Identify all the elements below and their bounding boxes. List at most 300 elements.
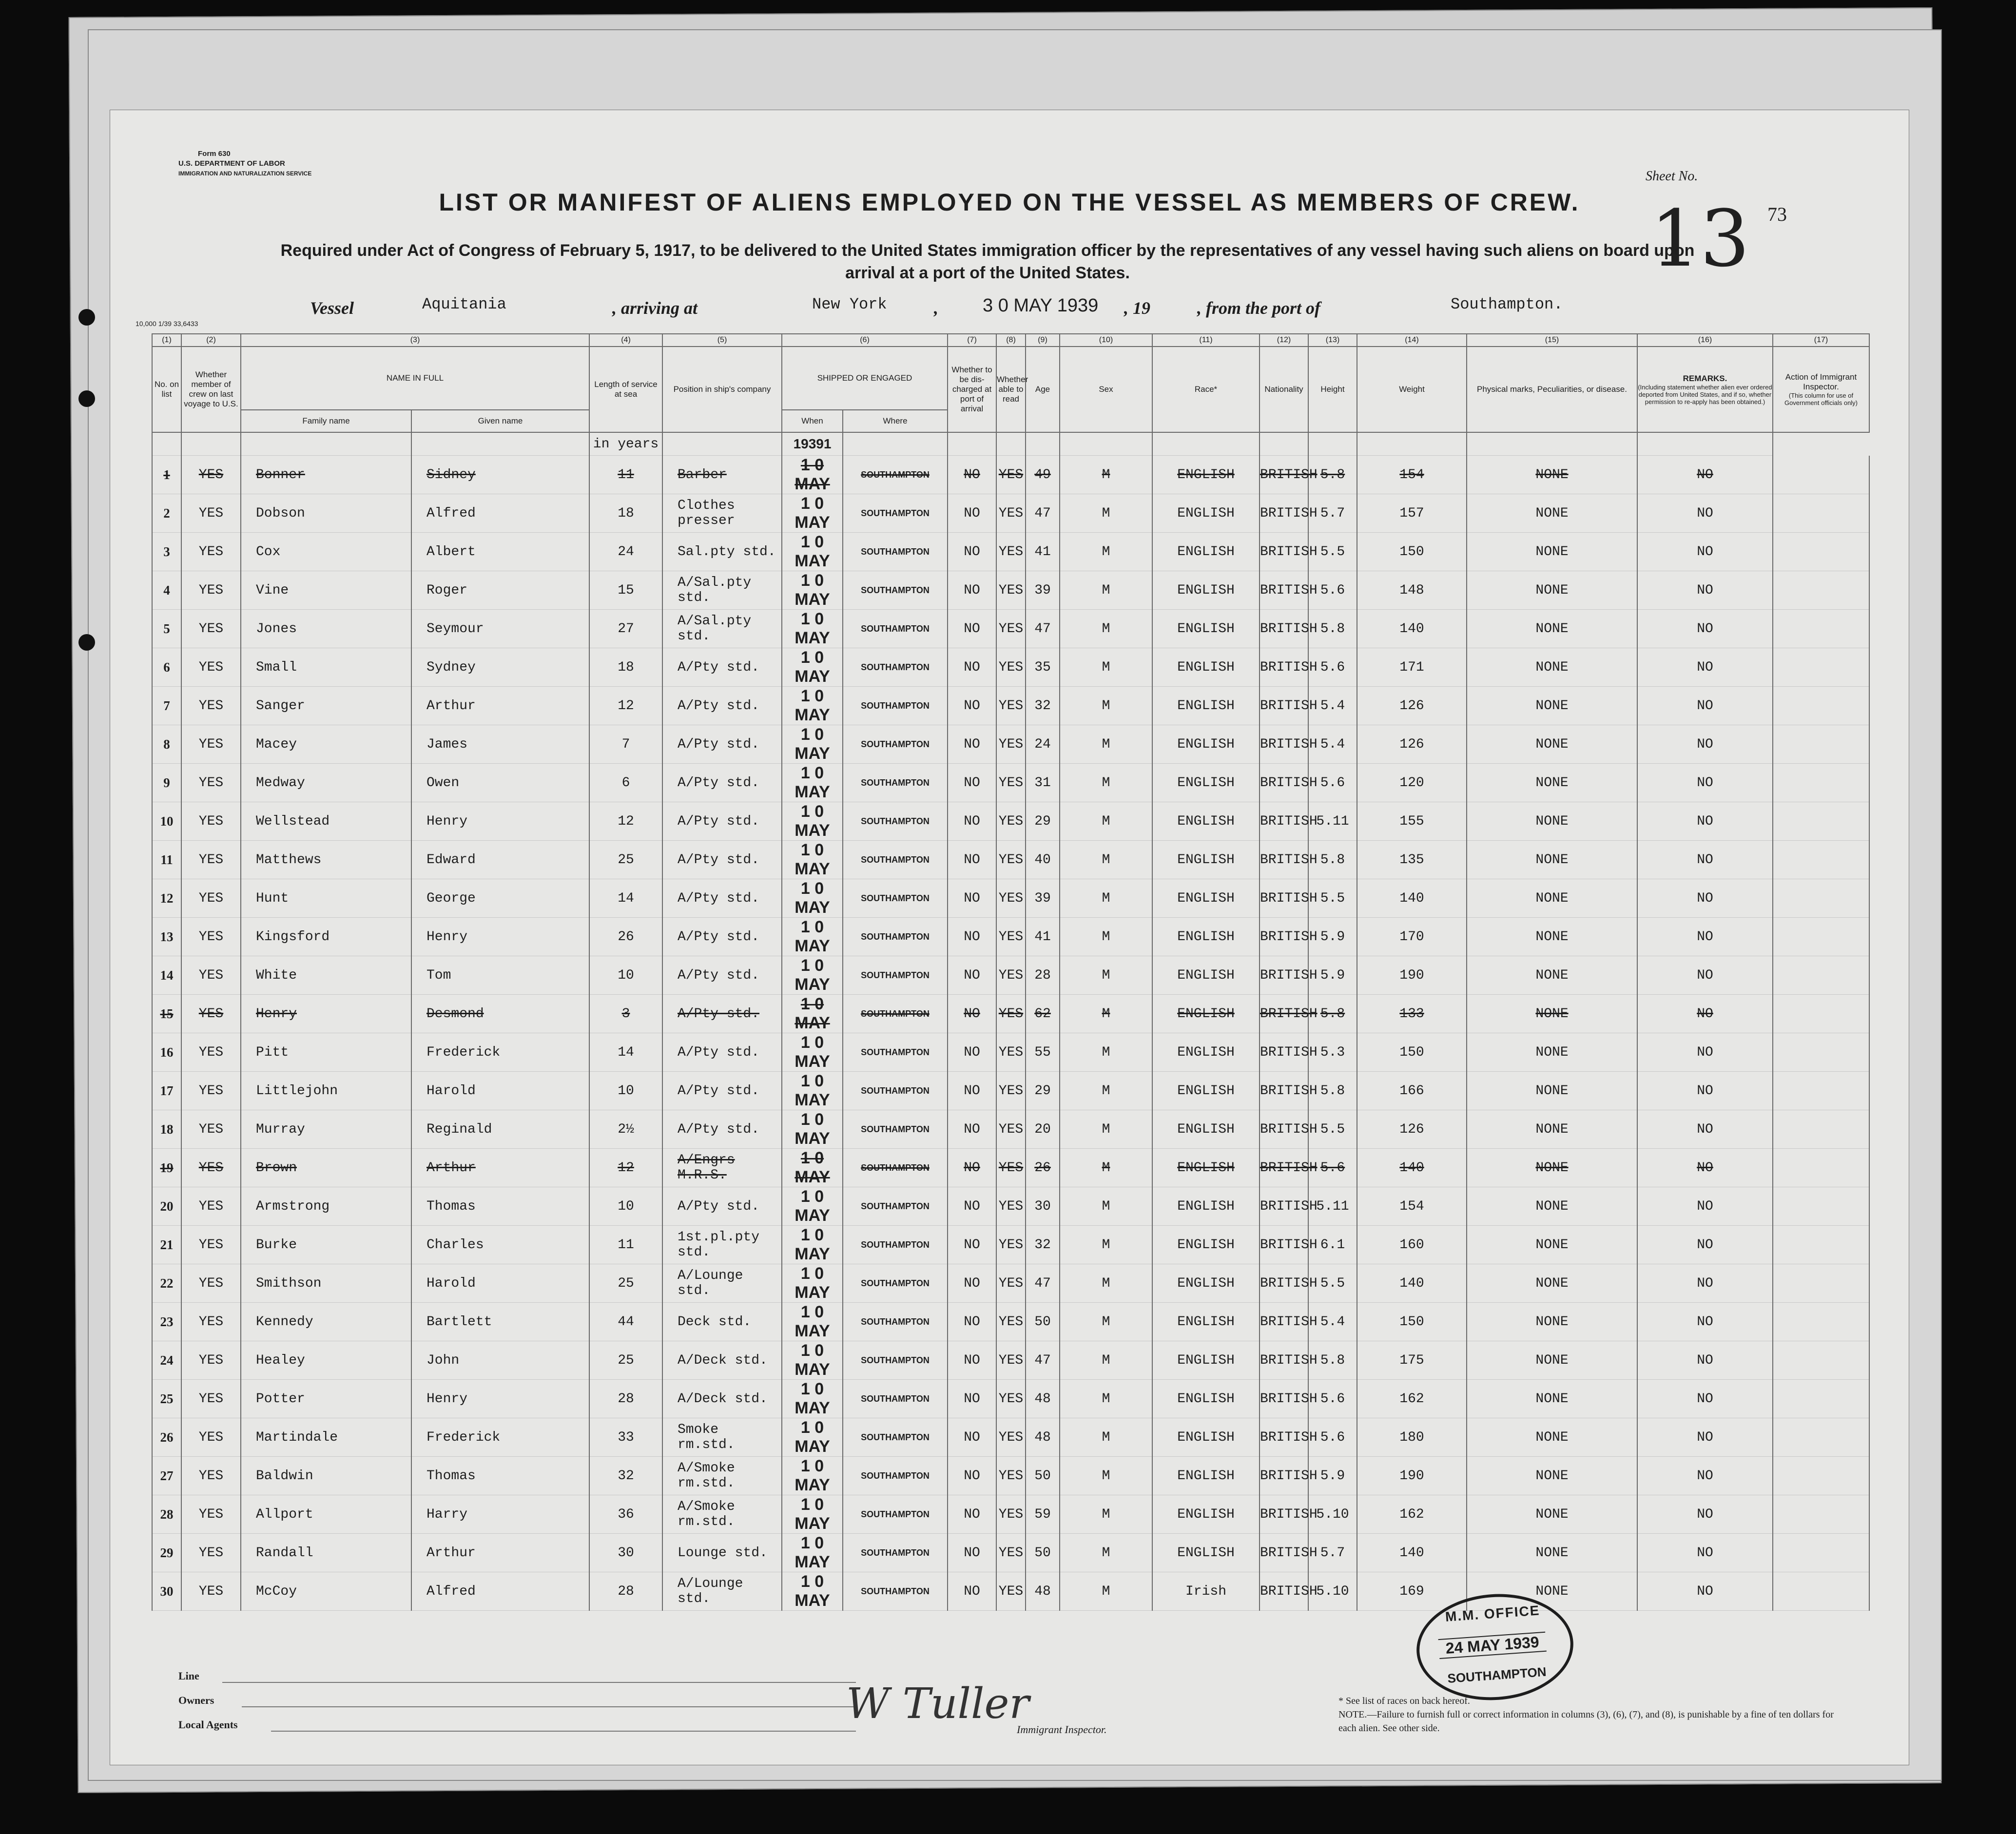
colnum: (4) [589,334,662,347]
cell-where: SOUTHAMPTON [843,802,948,841]
cell-remarks: NO [1637,1033,1773,1072]
cell-where: SOUTHAMPTON [843,995,948,1033]
cell-crew: YES [181,1187,241,1226]
cell-age: 50 [1026,1534,1060,1572]
cell-position: A/Lounge std. [662,1572,782,1611]
cell-action [1773,1303,1869,1341]
cell-age: 30 [1026,1187,1060,1226]
cell-marks: NONE [1467,1418,1637,1457]
cell-crew: YES [181,494,241,533]
line-label: Line [178,1670,199,1682]
cell-marks: NONE [1467,1187,1637,1226]
cell-read: YES [996,1110,1026,1149]
cell-sex: M [1060,1341,1152,1380]
stamp-bottom: SOUTHAMPTON [1447,1664,1547,1686]
cell-marks: NONE [1467,1264,1637,1303]
cell-no: 17 [152,1072,181,1110]
table-row [152,879,1869,918]
table-row [152,1072,1869,1110]
table-row [152,1264,1869,1303]
cell-years: 6 [589,764,662,802]
vessel-label: Vessel [310,298,354,318]
cell-read: YES [996,1534,1026,1572]
page-subtitle: Required under Act of Congress of February 5, 1917, to be delivered to the United States immigration officer by the representatives of any vessel having such aliens on board upon arrival at a port of the United States. [280,241,1695,282]
binder-hole [78,390,95,407]
cell-where: SOUTHAMPTON [843,1495,948,1534]
cell-family: Littlejohn [241,1072,411,1110]
cell-action [1773,725,1869,764]
cell-years: 11 [589,1226,662,1264]
cell-sex: M [1060,1534,1152,1572]
cell-read: YES [996,610,1026,648]
cell-height: 6.1 [1308,1226,1357,1264]
cell-crew: YES [181,879,241,918]
cell-years: 11 [589,456,662,494]
cell-height: 5.6 [1308,648,1357,687]
header-able-to-read: Whether able to read [996,347,1026,432]
cell-remarks: NO [1637,841,1773,879]
cell-remarks: NO [1637,918,1773,956]
cell-remarks: NO [1637,1303,1773,1341]
cell-height: 5.6 [1308,764,1357,802]
cell-position: Sal.pty std. [662,533,782,571]
cell-age: 47 [1026,1264,1060,1303]
cell-height: 5.6 [1308,1149,1357,1187]
cell-sex: M [1060,879,1152,918]
cell-no: 11 [152,841,181,879]
cell-position: A/Smoke rm.std. [662,1495,782,1534]
cell-crew: YES [181,1149,241,1187]
cell-read: YES [996,1418,1026,1457]
cell-where: SOUTHAMPTON [843,1418,948,1457]
cell-given: Henry [411,1380,589,1418]
cell-marks: NONE [1467,1495,1637,1534]
cell-remarks: NO [1637,1495,1773,1534]
cell-race: ENGLISH [1152,995,1260,1033]
cell-age: 29 [1026,1072,1060,1110]
cell-where: SOUTHAMPTON [843,879,948,918]
cell-height: 5.5 [1308,1264,1357,1303]
cell-age: 39 [1026,571,1060,610]
cell-action [1773,1572,1869,1611]
cell-family: Potter [241,1380,411,1418]
cell-marks: NONE [1467,1149,1637,1187]
cell-crew: YES [181,610,241,648]
sheet-superscript: 73 [1767,203,1787,225]
header-crew-last-voyage: Whether member of crew on last voyage to U.S. [181,347,241,432]
cell-no: 2 [152,494,181,533]
cell-action [1773,1072,1869,1110]
cell-nationality: BRITISH [1260,879,1308,918]
cell-discharged: NO [948,918,996,956]
cell-nationality: BRITISH [1260,494,1308,533]
cell-crew: YES [181,1226,241,1264]
colnum: (1) [152,334,181,347]
cell-read: YES [996,802,1026,841]
cell-weight: 140 [1357,1264,1467,1303]
cell-age: 47 [1026,494,1060,533]
cell-action [1773,956,1869,995]
cell-family: Medway [241,764,411,802]
cell-crew: YES [181,1072,241,1110]
table-row [152,1226,1869,1264]
cell-nationality: BRITISH [1260,1187,1308,1226]
cell-years: 33 [589,1418,662,1457]
cell-sex: M [1060,610,1152,648]
cell-where: SOUTHAMPTON [843,1149,948,1187]
table-row [152,1110,1869,1149]
cell-read: YES [996,995,1026,1033]
cell-years: 7 [589,725,662,764]
cell-weight: 148 [1357,571,1467,610]
table-row [152,841,1869,879]
cell-crew: YES [181,725,241,764]
cell-years: 10 [589,1072,662,1110]
cell-nationality: BRITISH [1260,995,1308,1033]
cell-read: YES [996,1303,1026,1341]
cell-discharged: NO [948,725,996,764]
cell-action [1773,802,1869,841]
cell-age: 48 [1026,1380,1060,1418]
cell-nationality: BRITISH [1260,1418,1308,1457]
cell-height: 5.9 [1308,956,1357,995]
cell-crew: YES [181,1418,241,1457]
cell-no: 18 [152,1110,181,1149]
table-row [152,494,1869,533]
cell-height: 5.4 [1308,725,1357,764]
cell-action [1773,1418,1869,1457]
cell-race: ENGLISH [1152,1110,1260,1149]
cell-when: 1 0 MAY [782,494,843,533]
cell-action [1773,1534,1869,1572]
header-position: Position in ship's company [662,347,782,432]
cell-crew: YES [181,1457,241,1495]
cell-sex: M [1060,764,1152,802]
cell-crew: YES [181,995,241,1033]
cell-when: 1 0 MAY [782,956,843,995]
cell-age: 41 [1026,918,1060,956]
cell-remarks: NO [1637,1534,1773,1572]
cell-nationality: BRITISH [1260,841,1308,879]
cell-age: 48 [1026,1418,1060,1457]
cell-no: 28 [152,1495,181,1534]
cell-weight: 160 [1357,1226,1467,1264]
cell-remarks: NO [1637,1341,1773,1380]
cell-no: 4 [152,571,181,610]
cell-no: 13 [152,918,181,956]
cell-age: 62 [1026,995,1060,1033]
cell-when: 1 0 MAY [782,802,843,841]
cell-given: James [411,725,589,764]
cell-action [1773,1495,1869,1534]
cell-nationality: BRITISH [1260,764,1308,802]
cell-read: YES [996,1380,1026,1418]
cell-where: SOUTHAMPTON [843,918,948,956]
cell-race: ENGLISH [1152,1495,1260,1534]
cell-read: YES [996,1572,1026,1611]
cell-years: 25 [589,1264,662,1303]
cell-family: Bonner [241,456,411,494]
cell-remarks: NO [1637,687,1773,725]
cell-discharged: NO [948,1226,996,1264]
cell-when: 1 0 MAY [782,1380,843,1418]
cell-given: Frederick [411,1418,589,1457]
cell-action [1773,879,1869,918]
cell-years: 14 [589,879,662,918]
cell-remarks: NO [1637,1187,1773,1226]
cell-where: SOUTHAMPTON [843,1572,948,1611]
cell-read: YES [996,764,1026,802]
cell-where: SOUTHAMPTON [843,687,948,725]
cell-marks: NONE [1467,1110,1637,1149]
cell-position: 1st.pl.pty std. [662,1226,782,1264]
cell-crew: YES [181,1264,241,1303]
cell-age: 20 [1026,1110,1060,1149]
cell-years: 44 [589,1303,662,1341]
colnum: (15) [1467,334,1637,347]
cell-family: Martindale [241,1418,411,1457]
cell-discharged: NO [948,687,996,725]
cell-where: SOUTHAMPTON [843,841,948,879]
cell-crew: YES [181,841,241,879]
cell-family: Baldwin [241,1457,411,1495]
cell-sex: M [1060,841,1152,879]
remarks-note: (Including statement whether alien ever ordered deported from United States, and if so, whether permission to re-apply has been obtained.) [1638,383,1772,405]
cell-given: Roger [411,571,589,610]
cell-race: ENGLISH [1152,1380,1260,1418]
cell-years: 12 [589,802,662,841]
cell-crew: YES [181,1033,241,1072]
cell-years: 12 [589,1149,662,1187]
cell-position: A/Sal.pty std. [662,610,782,648]
cell-sex: M [1060,571,1152,610]
cell-position: A/Pty std. [662,1033,782,1072]
header-shipped-engaged: SHIPPED OR ENGAGED [782,347,948,410]
table-row [152,1418,1869,1457]
cell-remarks: NO [1637,1572,1773,1611]
cell-age: 50 [1026,1303,1060,1341]
cell-given: Seymour [411,610,589,648]
cell-marks: NONE [1467,456,1637,494]
cell-action [1773,995,1869,1033]
cell-read: YES [996,571,1026,610]
cell-years: 28 [589,1380,662,1418]
cell-family: Burke [241,1226,411,1264]
cell-position: A/Deck std. [662,1341,782,1380]
cell-height: 5.7 [1308,1534,1357,1572]
cell-marks: NONE [1467,956,1637,995]
cell-crew: YES [181,571,241,610]
cell-given: Frederick [411,1033,589,1072]
cell-race: ENGLISH [1152,610,1260,648]
cell-given: Henry [411,802,589,841]
cell-family: Jones [241,610,411,648]
cell-when: 1 0 MAY [782,1149,843,1187]
cell-action [1773,1457,1869,1495]
cell-read: YES [996,918,1026,956]
line-field [222,1682,856,1683]
cell-marks: NONE [1467,1341,1637,1380]
cell-nationality: BRITISH [1260,1457,1308,1495]
cell-where: SOUTHAMPTON [843,494,948,533]
cell-when: 1 0 MAY [782,648,843,687]
cell-sex: M [1060,1418,1152,1457]
cell-weight: 140 [1357,1534,1467,1572]
cell-given: Arthur [411,1149,589,1187]
cell-marks: NONE [1467,1303,1637,1341]
cell-sex: M [1060,802,1152,841]
cell-action [1773,1264,1869,1303]
cell-nationality: BRITISH [1260,610,1308,648]
cell-where: SOUTHAMPTON [843,1033,948,1072]
cell-no: 10 [152,802,181,841]
cell-crew: YES [181,802,241,841]
cell-discharged: NO [948,841,996,879]
table-body [152,432,1869,1611]
cell-remarks: NO [1637,571,1773,610]
cell-nationality: BRITISH [1260,1380,1308,1418]
cell-nationality: BRITISH [1260,456,1308,494]
cell-family: White [241,956,411,995]
cell-remarks: NO [1637,456,1773,494]
cell-sex: M [1060,1110,1152,1149]
cell-crew: YES [181,1380,241,1418]
cell-sex: M [1060,533,1152,571]
penalty-note: NOTE.—Failure to furnish full or correct information in columns (3), (6), (7), and (8), is punishable by a fine of ten dollars for each alien. See other side. [1338,1709,1834,1734]
cell-crew: YES [181,918,241,956]
cell-discharged: NO [948,1072,996,1110]
cell-age: 24 [1026,725,1060,764]
cell-years: 18 [589,648,662,687]
cell-given: Arthur [411,687,589,725]
cell-race: ENGLISH [1152,1303,1260,1341]
local-agents-label: Local Agents [178,1718,238,1731]
cell-weight: 154 [1357,1187,1467,1226]
cell-given: Harold [411,1072,589,1110]
cell-action [1773,1033,1869,1072]
cell-family: Cox [241,533,411,571]
cell-height: 5.11 [1308,1187,1357,1226]
cell-years: 26 [589,918,662,956]
units-when: 19391 [782,432,843,456]
cell-when: 1 0 MAY [782,687,843,725]
cell-height: 5.3 [1308,1033,1357,1072]
cell-family: Armstrong [241,1187,411,1226]
cell-family: Hunt [241,879,411,918]
cell-family: Randall [241,1534,411,1572]
crew-manifest-table [152,333,1870,1611]
cell-age: 28 [1026,956,1060,995]
table-row [152,995,1869,1033]
cell-given: Harry [411,1495,589,1534]
table-row [152,1187,1869,1226]
cell-no: 5 [152,610,181,648]
header-physical-marks: Physical marks, Peculiarities, or disease. [1467,347,1637,432]
table-row [152,1534,1869,1572]
cell-position: A/Pty std. [662,648,782,687]
cell-height: 5.6 [1308,571,1357,610]
cell-marks: NONE [1467,841,1637,879]
cell-action [1773,1226,1869,1264]
cell-height: 5.6 [1308,1418,1357,1457]
cell-family: Pitt [241,1033,411,1072]
cell-discharged: NO [948,1418,996,1457]
cell-remarks: NO [1637,995,1773,1033]
cell-position: A/Pty std. [662,841,782,879]
cell-where: SOUTHAMPTON [843,1226,948,1264]
cell-years: 32 [589,1457,662,1495]
cell-read: YES [996,1226,1026,1264]
cell-where: SOUTHAMPTON [843,648,948,687]
cell-nationality: BRITISH [1260,1149,1308,1187]
cell-nationality: BRITISH [1260,1495,1308,1534]
cell-action [1773,1187,1869,1226]
cell-height: 5.8 [1308,841,1357,879]
cell-age: 40 [1026,841,1060,879]
table-row [152,802,1869,841]
cell-height: 5.5 [1308,1110,1357,1149]
cell-sex: M [1060,1149,1152,1187]
cell-read: YES [996,1033,1026,1072]
cell-position: A/Engrs M.R.S. [662,1149,782,1187]
table-row [152,764,1869,802]
cell-age: 29 [1026,802,1060,841]
cell-nationality: BRITISH [1260,1341,1308,1380]
cell-race: ENGLISH [1152,1226,1260,1264]
cell-weight: 140 [1357,879,1467,918]
cell-height: 5.8 [1308,610,1357,648]
cell-crew: YES [181,1495,241,1534]
cell-family: Murray [241,1110,411,1149]
cell-sex: M [1060,456,1152,494]
cell-years: 18 [589,494,662,533]
cell-action [1773,918,1869,956]
cell-remarks: NO [1637,1457,1773,1495]
cell-sex: M [1060,995,1152,1033]
cell-given: Charles [411,1226,589,1264]
cell-sex: M [1060,494,1152,533]
cell-family: Smithson [241,1264,411,1303]
cell-crew: YES [181,1572,241,1611]
header-family-name: Family name [241,410,411,432]
cell-years: 15 [589,571,662,610]
cell-nationality: BRITISH [1260,571,1308,610]
cell-when: 1 0 MAY [782,1264,843,1303]
cell-family: Vine [241,571,411,610]
comma: , [934,298,938,318]
cell-race: ENGLISH [1152,841,1260,879]
cell-family: Kingsford [241,918,411,956]
cell-age: 49 [1026,456,1060,494]
cell-read: YES [996,1149,1026,1187]
column-numbers [152,334,1869,347]
cell-family: Small [241,648,411,687]
cell-action [1773,610,1869,648]
cell-read: YES [996,648,1026,687]
cell-discharged: NO [948,879,996,918]
cell-position: A/Pty std. [662,687,782,725]
action-note: (This column for use of Government officials only) [1784,392,1858,406]
cell-age: 39 [1026,879,1060,918]
cell-weight: 157 [1357,494,1467,533]
cell-action [1773,1341,1869,1380]
cell-sex: M [1060,687,1152,725]
cell-discharged: NO [948,1380,996,1418]
cell-position: Smoke rm.std. [662,1418,782,1457]
colnum: (5) [662,334,782,347]
cell-nationality: BRITISH [1260,1534,1308,1572]
cell-position: A/Pty std. [662,1110,782,1149]
